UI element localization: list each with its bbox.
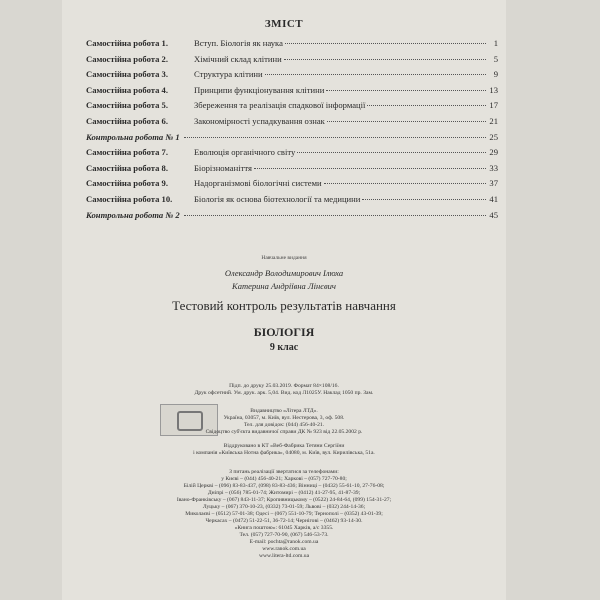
toc-entry [86,147,498,163]
table-of-contents [86,38,498,225]
toc-entry [86,194,498,210]
publisher-line: Тел. для довідок: (044) 456-40-21. [243,422,325,428]
contacts-line: З питань реалізації звертатися за телефонами: [229,469,339,475]
toc-entry-page: 17 [489,100,498,111]
print-info-line: Друк офсетний. Ум. друк. арк. 5,04. Вид. код Л1025У. Наклад 1050 пр. Зам. [194,390,374,396]
toc-entry-label: Самостійна робота 6. [86,115,168,126]
email-link[interactable]: E-mail: pochta@ranok.com.ua [249,539,319,545]
toc-entry-title: Принципи функціонування клітини [194,84,325,95]
website-link[interactable]: www.ranok.com.ua [262,546,306,552]
toc-leader-dots [184,215,486,216]
toc-leader-dots [327,121,486,122]
toc-entry-title: Збереження та реалізація спадкової інформації [194,100,366,111]
toc-entry-page: 33 [489,162,498,173]
toc-entry-title: Біорізноманіття [194,162,252,173]
toc-entry-label: Самостійна робота 7. [86,147,168,158]
print-info-line: Підп. до друку 25.03.2019. Формат 84×108/16. [229,383,339,389]
toc-entry-label: Самостійна робота 9. [86,178,168,189]
book-page [62,0,506,600]
toc-leader-dots [324,183,486,184]
toc-entry-page: 9 [493,69,498,80]
publisher-line: Україна, 03057, м. Київ, вул. Нестерова, 3, оф. 508. [223,415,345,421]
toc-entry-label: Самостійна робота 5. [86,100,168,111]
toc-entry-label: Самостійна робота 4. [86,84,168,95]
toc-leader-dots [367,105,486,106]
contacts-line: Луцьку – (067) 370-10-23, (0332) 73-01-59; Львові – (032) 244-14-36; [202,504,366,510]
printer-info [62,443,506,457]
toc-entry-title: Вступ. Біологія як наука [194,38,283,48]
contacts-line: Івано-Франківську – (067) 843-11-37; Кропивницькому – (0522) 24-84-64, (099) 154-31-27; [176,497,392,503]
grade-label: 9 клас [269,342,299,353]
toc-entry-control [86,132,498,148]
toc-entry [86,69,498,85]
toc-entry-title: Структура клітини [194,69,263,80]
toc-entry-control [86,210,498,226]
toc-entry [86,116,498,132]
publisher-line: Видавництво «Літера ЛТД». [250,408,318,414]
toc-entry [86,100,498,116]
toc-entry-page: 13 [489,84,498,95]
author-name: Олександр Володимирович Ілюха [224,268,344,278]
toc-entry-page: 45 [489,209,498,220]
toc-entry-title: Закономірності успадкування ознак [194,115,325,126]
contacts-line: Білій Церкві – (096) 83-83-437, (098) 83-83-436; Вінниці – (0432) 55-61-10, 27-76-08; [183,483,385,489]
contacts-line: Миколаєві – (0512) 57-01-38; Одесі – (067) 551-10-79; Тернополі – (0352) 43-01-39; [185,511,383,517]
toc-entry-label: Самостійна робота 8. [86,162,168,173]
toc-leader-dots [362,199,486,200]
toc-entry-title: Надорганізмові біологічні системи [194,178,322,189]
toc-entry-page: 1 [493,38,498,48]
toc-entry-page: 21 [489,115,498,126]
contacts-line: Тел. (057) 727-70-90, (067) 546-53-73. [239,532,329,538]
toc-entry [86,163,498,179]
printer-line: і компанія «Київська Нотна фабрика», 04080, м. Київ, вул. Кирилівська, 51а. [193,450,375,456]
toc-entry-page: 41 [489,193,498,204]
toc-entry [86,38,498,54]
toc-entry-page: 5 [493,53,498,64]
toc-entry-label: Контрольна робота № 2 [86,209,180,220]
toc-entry [86,85,498,101]
contacts-line: Дніпрі – (056) 785-01-74; Житомирі – (0412) 41-27-95, 41-87-39; [207,490,361,496]
toc-leader-dots [254,168,486,169]
toc-entry-page: 37 [489,178,498,189]
toc-entry-title: Біологія як основа біотехнології та медицини [194,193,361,204]
toc-leader-dots [184,137,486,138]
toc-entry-label: Самостійна робота 1. [86,38,168,48]
contacts-line: Черкасах – (0472) 51-22-51, 36-72-14; Чернігові – (0462) 93-14-30. [205,518,363,524]
contacts-line: у Києві – (044) 456-40-21; Харкові – (057) 727-70-80; [221,476,347,482]
publisher-info [62,408,506,436]
subject-title: БІОЛОГІЯ [253,325,315,339]
toc-entry-label: Самостійна робота 2. [86,53,168,64]
toc-heading: ЗМІСТ [264,18,304,30]
toc-entry-label: Самостійна робота 10. [86,193,173,204]
book-title: Тестовий контроль результатів навчання [172,298,396,313]
toc-entry [86,178,498,194]
printer-line: Віддруковано в КТ «Веб-Фабрика Тетяни Сергіїни [223,443,345,449]
toc-entry-title: Еволюція органічного світу [194,147,296,158]
sales-contacts [62,469,506,560]
website-link[interactable]: www.litera-ltd.com.ua [258,553,310,559]
toc-entry-page: 29 [489,147,498,158]
toc-entry-label: Самостійна робота 3. [86,69,168,80]
toc-leader-dots [326,90,486,91]
toc-entry [86,54,498,70]
print-info [62,383,506,397]
contacts-line: «Книга поштою»: 61045 Харків, а/с 3355. [234,525,334,531]
toc-entry-label: Контрольна робота № 1 [86,131,180,142]
toc-leader-dots [284,59,486,60]
toc-entry-page: 25 [489,131,498,142]
toc-entry-title: Хімічний склад клітини [194,53,282,64]
toc-leader-dots [297,152,486,153]
toc-leader-dots [265,74,486,75]
publisher-line: Свідоцтво суб'єкта видавничої справи ДК № 923 від 22.05.2002 р. [205,429,363,435]
edition-type: Навчальне видання [261,255,307,261]
toc-leader-dots [285,43,486,44]
author-name: Катерина Андріївна Лінєвич [232,281,336,291]
